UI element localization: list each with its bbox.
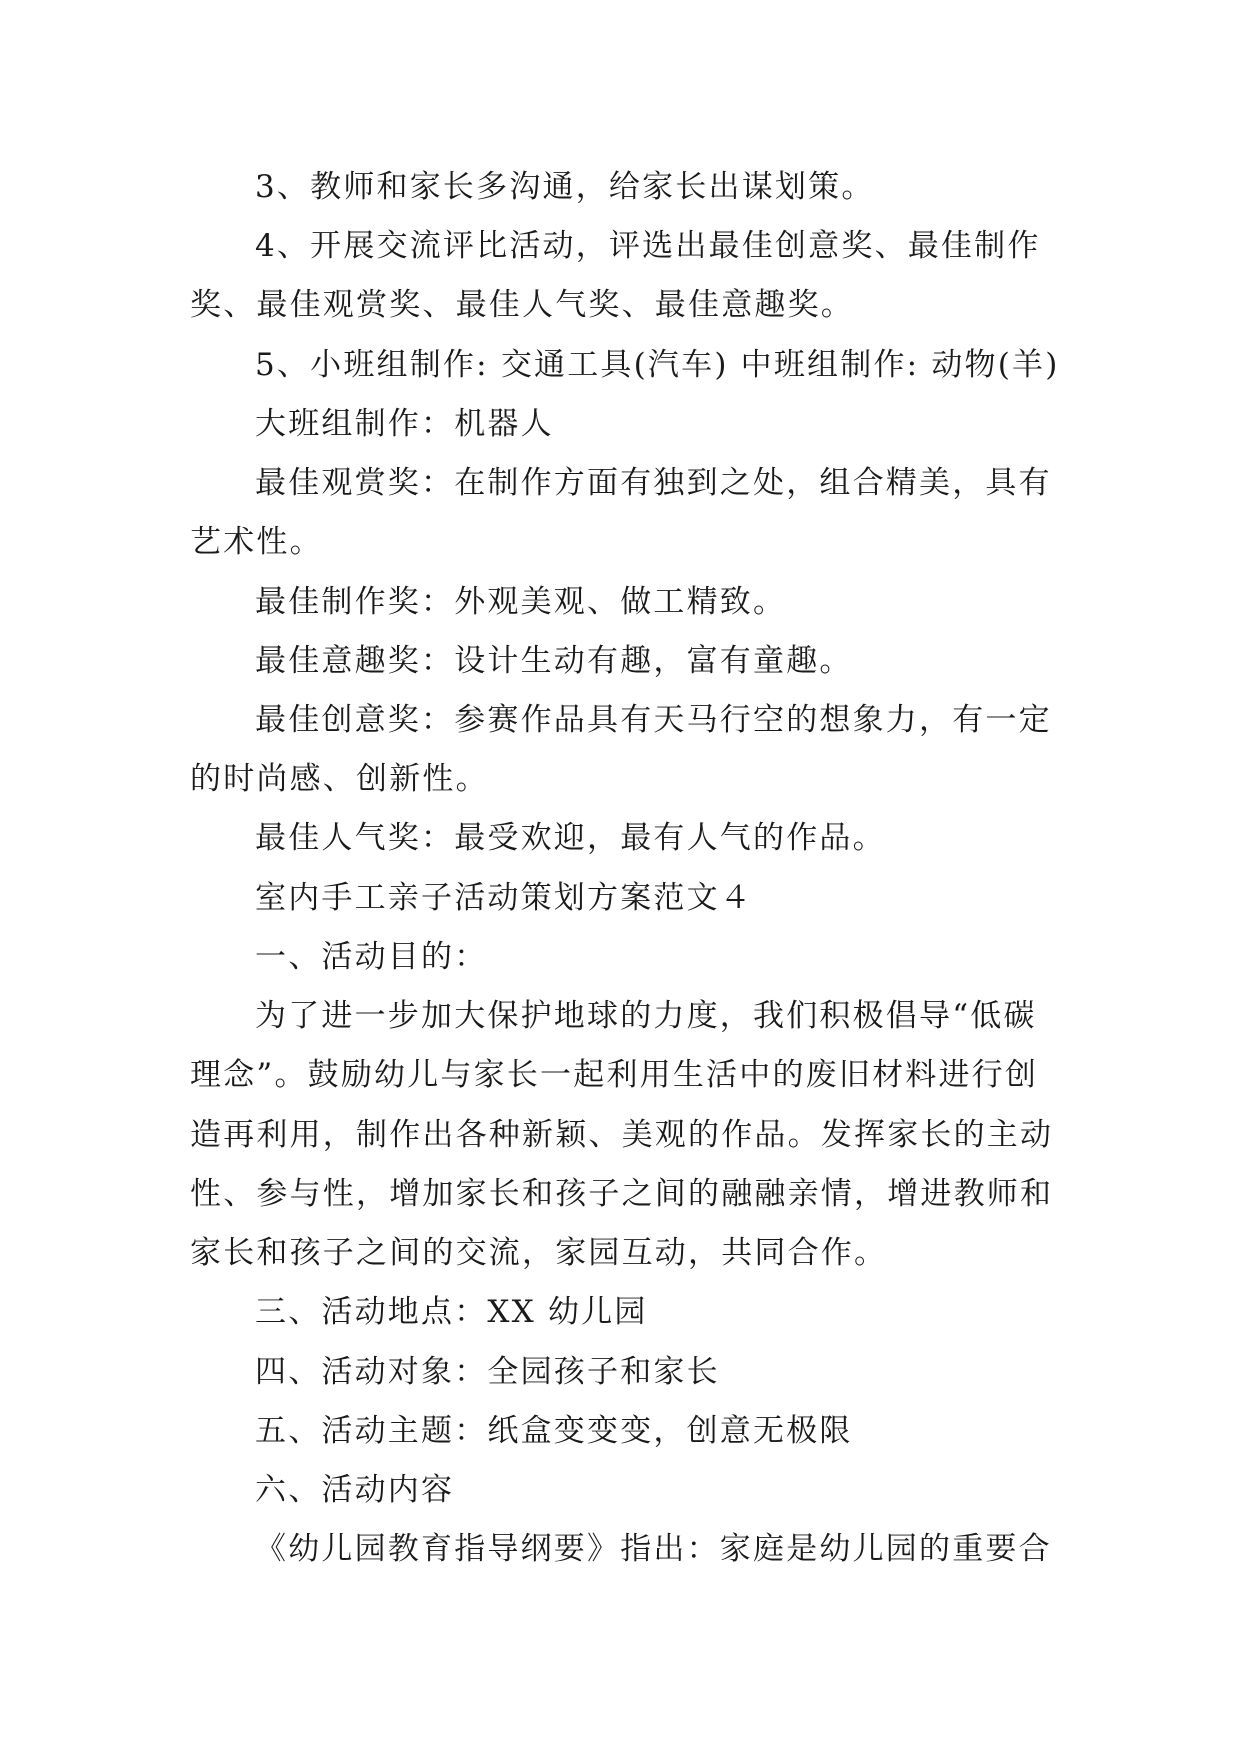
- paragraph-line: 最佳制作奖：外观美观、做工精致。: [255, 584, 787, 620]
- paragraph-line: 最佳观赏奖：在制作方面有独到之处，组合精美，具有: [255, 465, 1052, 501]
- paragraph-line: 《幼儿园教育指导纲要》指出：家庭是幼儿园的重要合: [255, 1531, 1052, 1567]
- paragraph-line: 最佳意趣奖：设计生动有趣，富有童趣。: [255, 643, 853, 679]
- paragraph-line: 大班组制作：机器人: [255, 406, 554, 442]
- section-heading: 四、活动对象：全园孩子和家长: [255, 1354, 720, 1390]
- paragraph-line: 造再利用，制作出各种新颖、美观的作品。发挥家长的主动: [190, 1117, 1054, 1153]
- paragraph-line: 奖、最佳观赏奖、最佳人气奖、最佳意趣奖。: [190, 287, 854, 323]
- section-heading: 六、活动内容: [255, 1472, 455, 1508]
- paragraph-line: 最佳创意奖：参赛作品具有天马行空的想象力，有一定: [255, 702, 1052, 738]
- paragraph-line: 5、小班组制作: 交通工具(汽车) 中班组制作: 动物(羊): [255, 347, 1060, 383]
- paragraph-line: 的时尚感、创新性。: [190, 761, 489, 797]
- paragraph-line: 艺术性。: [190, 524, 323, 560]
- paragraph-line: 3、教师和家长多沟通，给家长出谋划策。: [255, 169, 875, 205]
- paragraph-line: 4、开展交流评比活动，评选出最佳创意奖、最佳制作: [255, 228, 1041, 264]
- paragraph-line: 理念”。鼓励幼儿与家长一起利用生活中的废旧材料进行创: [190, 1057, 1039, 1093]
- section-title: 室内手工亲子活动策划方案范文４: [255, 880, 753, 916]
- section-heading: 五、活动主题：纸盒变变变，创意无极限: [255, 1413, 853, 1449]
- paragraph-line: 最佳人气奖：最受欢迎，最有人气的作品。: [255, 820, 886, 856]
- section-heading: 一、活动目的：: [255, 939, 488, 975]
- paragraph-line: 性、参与性，增加家长和孩子之间的融融亲情，增进教师和: [190, 1176, 1054, 1212]
- paragraph-line: 为了进一步加大保护地球的力度，我们积极倡导“低碳: [255, 998, 1037, 1034]
- section-heading: 三、活动地点：XX 幼儿园: [255, 1294, 648, 1330]
- paragraph-line: 家长和孩子之间的交流，家园互动，共同合作。: [190, 1235, 888, 1271]
